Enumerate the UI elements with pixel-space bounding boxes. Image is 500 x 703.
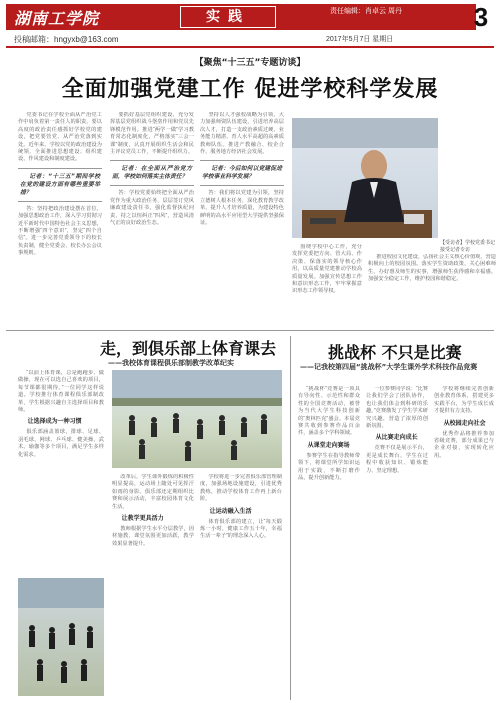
- sports-photo-2: [18, 578, 104, 696]
- paragraph: 俱乐部涵盖篮球、排球、足球、羽毛球、网球、乒乓球、健美操、武术、瑜伽等多个项目，满足学生多样化需求。: [18, 429, 104, 458]
- right-story-column-2: [366, 386, 428, 700]
- left-story-subheadline: ——我校体育课程俱乐部制教学改革纪实: [108, 359, 234, 367]
- section-subhead: 从比赛走向成长: [375, 434, 418, 442]
- paragraph: 党委书记在学校全面从严治党工作中肩负着第一责任人的职责，要以高度的政治责任感抓好学校党的建设，把党要管党、从严治党落到实处。近年来，学校以党的政治建设为统领，全面推进思想建设、组织建设、作风建设和制度建设。: [18, 112, 102, 163]
- left-story-column-3: [200, 474, 282, 700]
- section-title: 实践: [180, 6, 276, 28]
- paragraph: “以前上体育课，总是跑跑步、做做操，现在可以选自己喜欢的项目，每节课都很期待。”一位同学这样说道。学校推行体育课程俱乐部制改革，学生根据兴趣自主选择项目和教师。: [18, 370, 104, 414]
- paragraph: “挑战杯”竞赛是一项具有导向性、示范性和群众性的全国竞赛活动，被誉为当代大学生科技创新的“奥林匹克”盛会。本届竞赛共收到参赛作品百余件，涵盖多个学科领域。: [298, 386, 360, 437]
- masthead: [0, 0, 500, 48]
- pull-quote: 记者：“十三五”期间学校在党的建设方面有哪些重要举措？: [18, 168, 102, 202]
- paragraph: 学校将继续完善创新创业教育体系，搭建更多实践平台，为学生成长成才提供有力支持。: [434, 386, 494, 415]
- sports-photo-1: [112, 370, 282, 468]
- top-column-1: [18, 112, 102, 324]
- left-story-column-1: [18, 370, 104, 570]
- page-number: 3: [473, 2, 489, 32]
- section-subhead: 让运动融入生活: [209, 507, 252, 515]
- section-subhead: 让选择成为一种习惯: [27, 418, 82, 426]
- top-column-3: [200, 112, 284, 324]
- right-story-subheadline: ——记我校第四届“挑战杯”大学生课外学术科技作品竞赛: [300, 363, 478, 371]
- section-subhead: 从课堂走向赛场: [307, 441, 350, 449]
- paragraph: 学校将进一步完善俱乐部管理制度，加强场地设施建设，引进优秀教练，推动学校体育工作再上新台阶。: [200, 474, 282, 503]
- paragraph: 体育俱乐部的建立，让“每天锻炼一小时，健康工作五十年，幸福生活一辈子”的理念深入人心。: [200, 518, 282, 540]
- paragraph: 改革后，学生课外锻炼的积极性明显提高，运动场上随处可见挥汗如雨的身影。俱乐部还定期组织比赛和展示活动，丰富校园体育文化生活。: [112, 474, 194, 510]
- paragraph: 参赛学生在指导教师带领下，将课堂所学知识运用于实践，不断打磨作品，提升创新能力。: [298, 452, 360, 482]
- paragraph: 围绕学校中心工作，充分发挥党委把方向、管大局、作决策、保落实的领导核心作用，以高质量党建推动学校高质量发展。加强宣传思想工作和意识形态工作，牢牢掌握意识形态工作领导权。: [292, 244, 362, 295]
- pull-quote: 记者：今后如何以党建促进学校事业科学发展？: [200, 160, 284, 186]
- left-story-headline: 走，到俱乐部上体育课去: [100, 339, 277, 358]
- contact-email: 投稿邮箱：hngyxb@163.com: [14, 35, 119, 44]
- issue-date: 2017年5月7日 星期日: [326, 36, 394, 43]
- portrait-figure: [292, 118, 438, 238]
- section-subhead: 让教学更具活力: [121, 515, 164, 523]
- right-story-column-3: [434, 386, 494, 700]
- paragraph: 优秀作品将推荐参加省级竞赛，部分成果已与企业对接，实现转化应用。: [434, 430, 494, 459]
- exercising-students: [18, 578, 104, 696]
- editors: 责任编辑：肖卓云 周丹: [330, 8, 402, 15]
- pull-quote: 记者：在全面从严治党方面，学校如何落实主体责任？: [110, 160, 194, 186]
- top-kicker: 【聚焦“十三五”专题访谈】: [194, 58, 306, 68]
- paragraph: 答：坚持把政治建设摆在首位，加强思想政治工作，深入学习贯彻习近平新时代中国特色社会主义思想，不断增强“四个意识”，坚定“四个自信”。进一步完善党委领导下的校长负责制，健全党委会、校长办公会议事规则。: [18, 205, 102, 257]
- masthead-rule: [6, 46, 494, 48]
- right-story-column-1: [298, 386, 360, 700]
- paragraph: 一位参赛同学说：“比赛让我们学会了团队协作，也让我们体会到科研的乐趣。”竞赛激发了学生学术研究兴趣，营造了浓厚的创新氛围。: [366, 386, 428, 430]
- portrait-photo: [292, 118, 438, 238]
- paragraph: 竞赛不仅是展示平台，更是成长舞台，学生在过程中收获知识、锻炼能力、坚定理想。: [366, 445, 428, 474]
- newspaper-logo: 湖南工学院: [14, 9, 100, 28]
- top-column-4: [292, 244, 362, 324]
- paragraph: 教师根据学生水平分层教学，因材施教，课堂氛围更加活跃，教学效果显著提升。: [112, 526, 194, 547]
- right-story-headline: 挑战杯 不只是比赛: [328, 343, 462, 362]
- paragraph: 要抓好基层党组织建设，充分发挥基层党组织战斗堡垒作用和党员先锋模范作用。推进“两学一做”学习教育常态化制度化，严格落实“三会一课”制度，认真开展组织生活会和民主评议党员工作，不断提升组织力。: [110, 112, 194, 156]
- paragraph: 答：学校党委始终把全面从严治党作为重大政治任务，层层签订党风廉政建设责任书，强化监督执纪问责，持之以恒纠正“四风”，营造风清气正的良好政治生态。: [110, 190, 194, 227]
- column-divider: [290, 336, 291, 700]
- paragraph: 答：我们将以党建为引领，坚持立德树人根本任务，深化教育教学改革，提升人才培养质量，为建设特色鲜明的高水平应用型大学提供坚强保证。: [200, 190, 284, 227]
- section-divider: [6, 330, 494, 331]
- top-column-5: [368, 254, 496, 324]
- paragraph: 坚持以人才强校战略为引领，大力加强师资队伍建设，引进培养高层次人才，打造一支政治素质过硬、业务能力精湛、育人水平高超的高素质教师队伍。推进产教融合、校企合作，服务地方经济社会发展。: [200, 112, 284, 156]
- portrait-caption: 【受访者】学校党委书记接受记者专访: [440, 240, 496, 253]
- paragraph: 推进校园文化建设，弘扬社会主义核心价值观，营造积极向上的校园氛围。落实学生资助政策，关心困难师生，办好惠及师生的实事，增强师生获得感和幸福感。加强安全稳定工作，维护校园和谐稳定。: [368, 254, 496, 283]
- left-story-column-2: [112, 474, 194, 700]
- dancing-students: [112, 370, 282, 468]
- top-column-2: [110, 112, 194, 324]
- top-headline: 全面加强党建工作 促进学校科学发展: [61, 77, 439, 102]
- section-subhead: 从校园走向社会: [443, 419, 486, 427]
